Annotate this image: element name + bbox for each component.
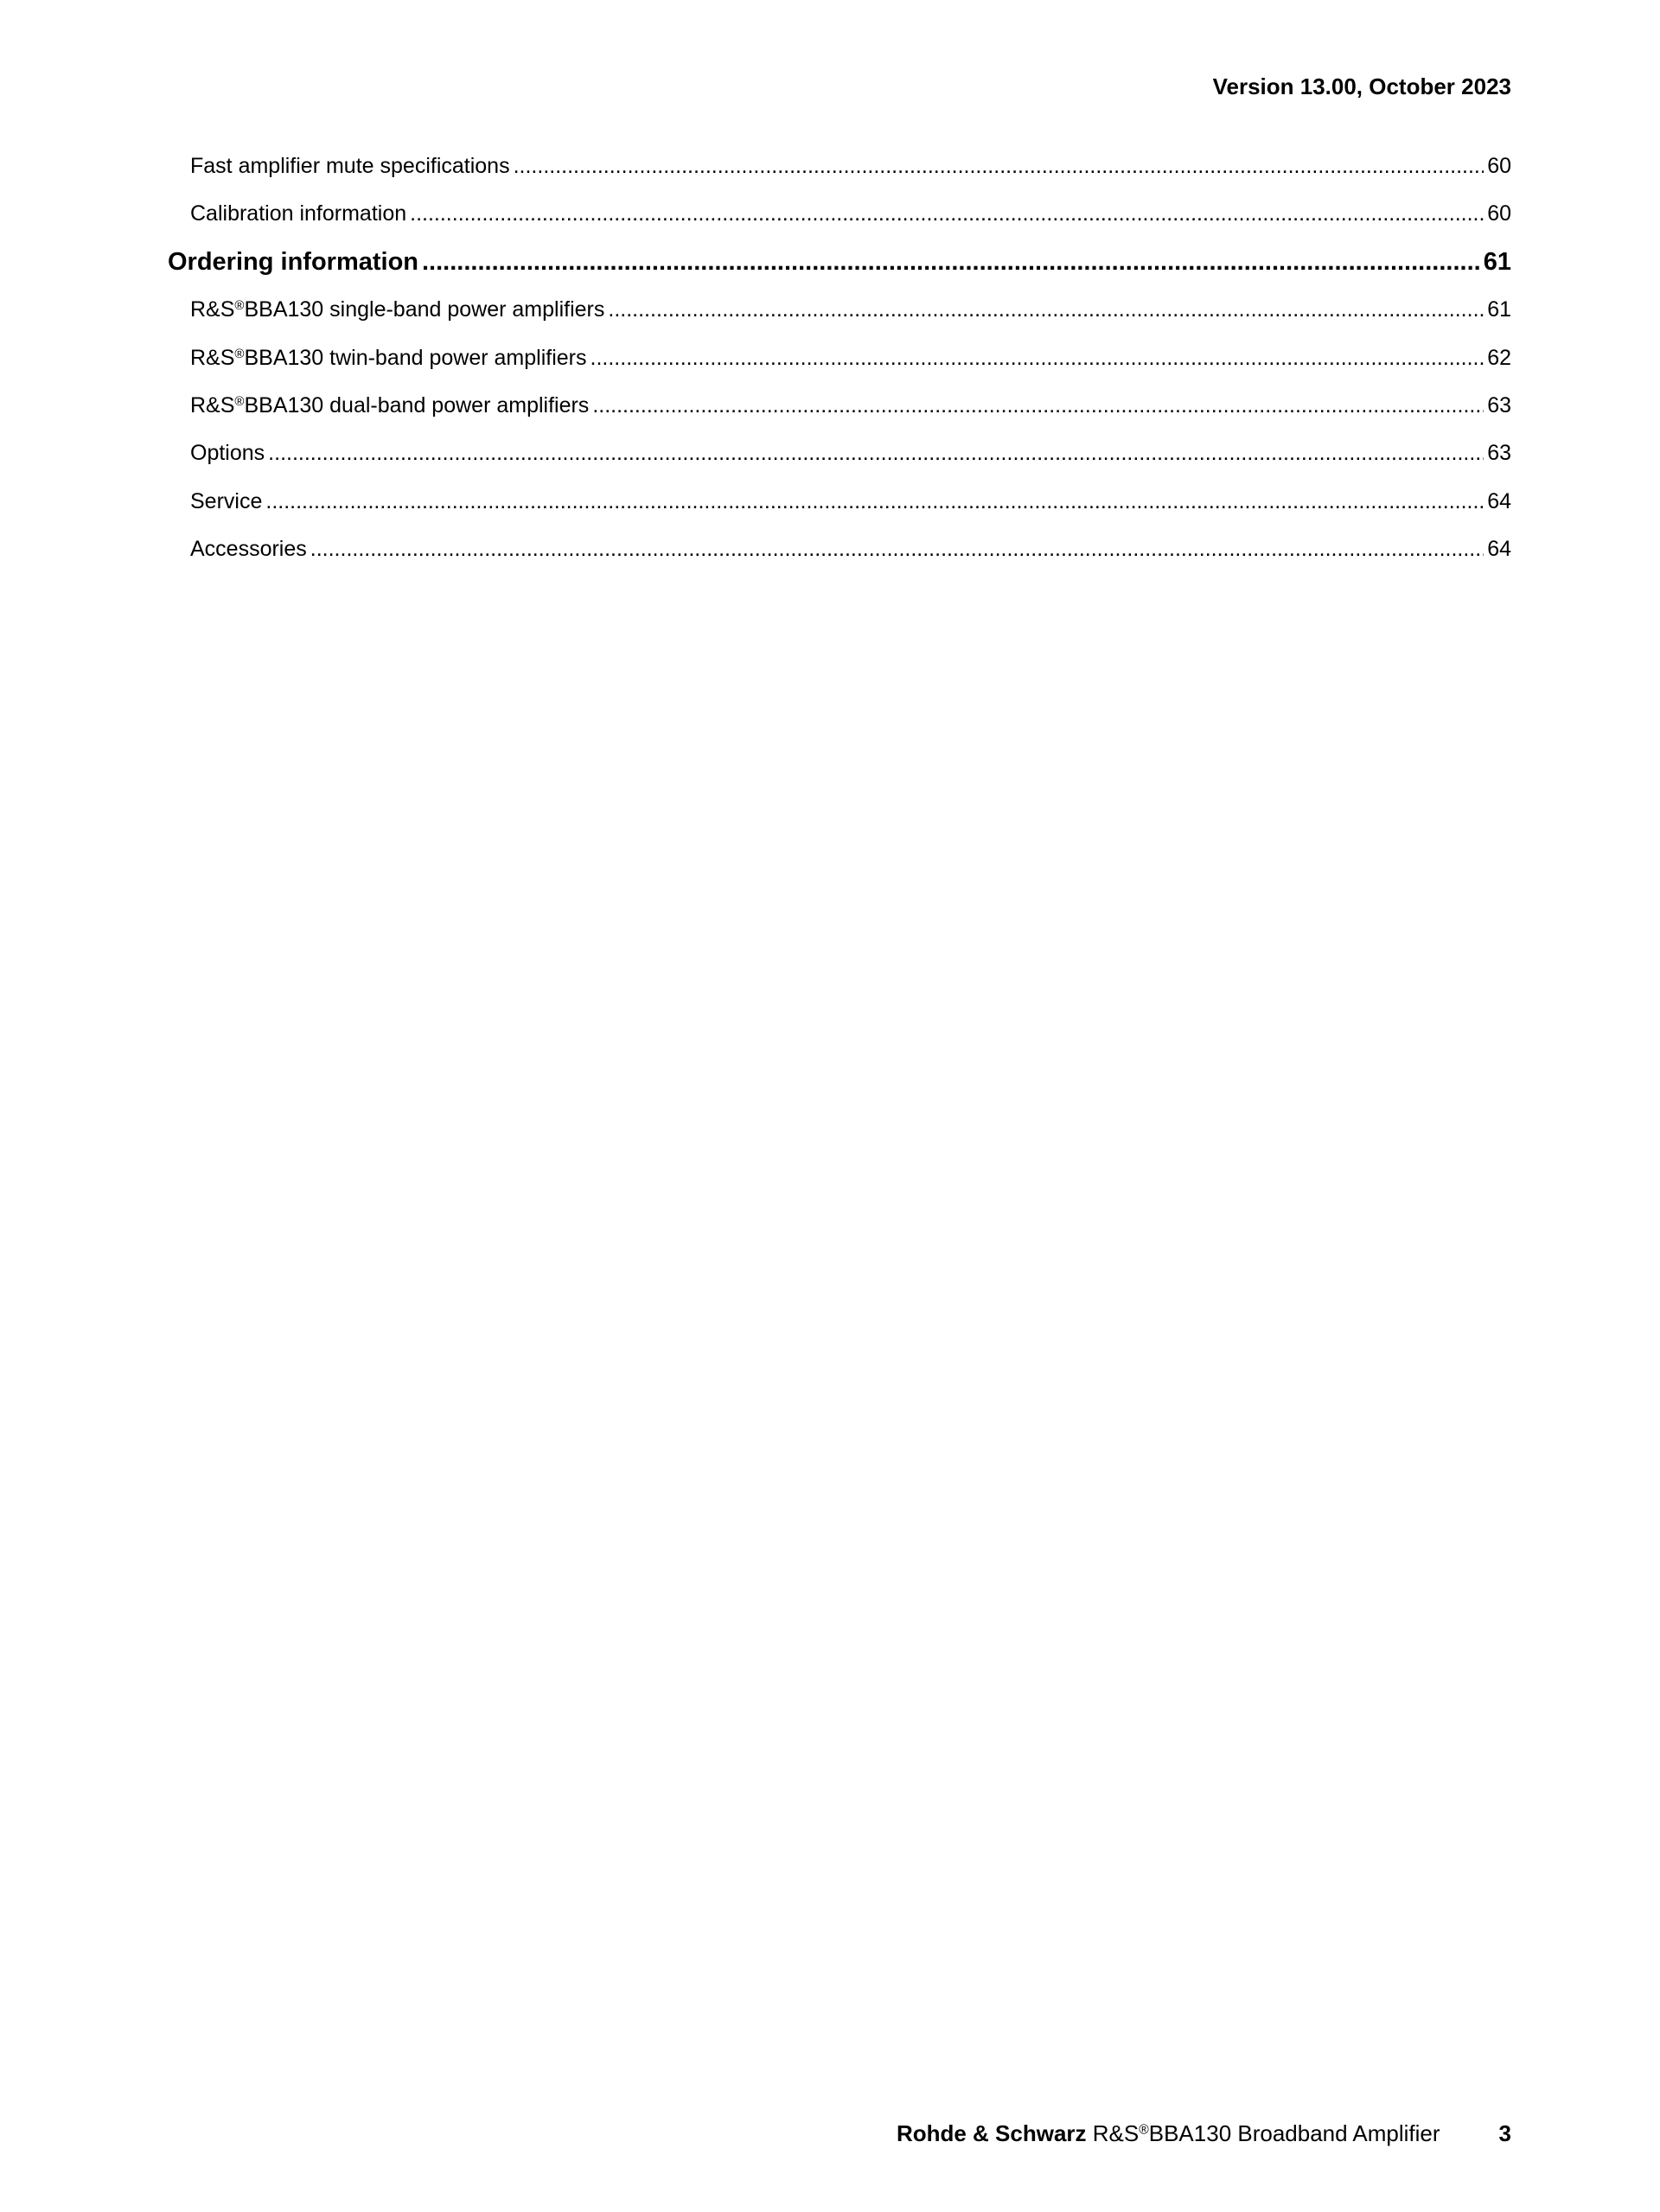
toc-entry-label: R&S®BBA130 single-band power amplifiers — [190, 297, 605, 322]
document-version: Version 13.00, October 2023 — [1212, 73, 1511, 99]
dot-leader — [608, 292, 1484, 327]
dot-leader — [514, 149, 1484, 183]
toc-entry-label: Service — [190, 488, 263, 513]
toc-entry-page: 62 — [1487, 345, 1511, 370]
toc-entry-accessories[interactable] — [168, 532, 1511, 579]
toc-entry-page: 64 — [1487, 537, 1511, 562]
footer-product-name: R&S®BBA130 Broadband Amplifier — [1092, 2120, 1440, 2146]
toc-entry-options[interactable] — [168, 436, 1511, 483]
toc-entry-label: R&S®BBA130 twin-band power amplifiers — [190, 345, 587, 370]
toc-entry-label: Ordering information — [168, 247, 418, 276]
page-header — [1213, 71, 1511, 102]
toc-entry-page: 64 — [1487, 488, 1511, 513]
toc-entry-label: Fast amplifier mute specifications — [190, 154, 510, 178]
toc-entry-page: 60 — [1487, 154, 1511, 178]
footer-brand: Rohde & Schwarz — [896, 2120, 1087, 2146]
toc-entry-twin-band-power-amplifiers[interactable] — [168, 341, 1511, 388]
toc-entry-label: R&S®BBA130 dual-band power amplifiers — [190, 392, 590, 418]
toc-entry-page: 61 — [1487, 297, 1511, 322]
dot-leader — [591, 341, 1484, 375]
toc-entry-fast-amplifier-mute-specifications[interactable] — [168, 149, 1511, 196]
dot-leader — [410, 196, 1484, 231]
dot-leader — [422, 245, 1480, 279]
toc-entry-calibration-information[interactable] — [168, 196, 1511, 244]
toc-entry-page: 63 — [1487, 392, 1511, 418]
page-number: 3 — [1498, 2120, 1511, 2146]
toc-entry-page: 61 — [1483, 247, 1511, 276]
dot-leader — [592, 388, 1484, 423]
toc-entry-label: Calibration information — [190, 201, 407, 226]
toc-entry-dual-band-power-amplifiers[interactable] — [168, 388, 1511, 436]
toc-entry-label: Options — [190, 441, 265, 466]
toc-entry-label: Accessories — [190, 537, 307, 562]
toc-entry-service[interactable] — [168, 484, 1511, 532]
table-of-contents — [168, 149, 1511, 580]
toc-entry-ordering-information[interactable] — [168, 245, 1511, 292]
toc-entry-single-band-power-amplifiers[interactable] — [168, 292, 1511, 340]
toc-entry-page: 60 — [1487, 201, 1511, 226]
dot-leader — [268, 436, 1484, 470]
toc-entry-page: 63 — [1487, 441, 1511, 466]
dot-leader — [265, 484, 1484, 519]
page-footer — [897, 2118, 1511, 2149]
dot-leader — [310, 532, 1484, 566]
